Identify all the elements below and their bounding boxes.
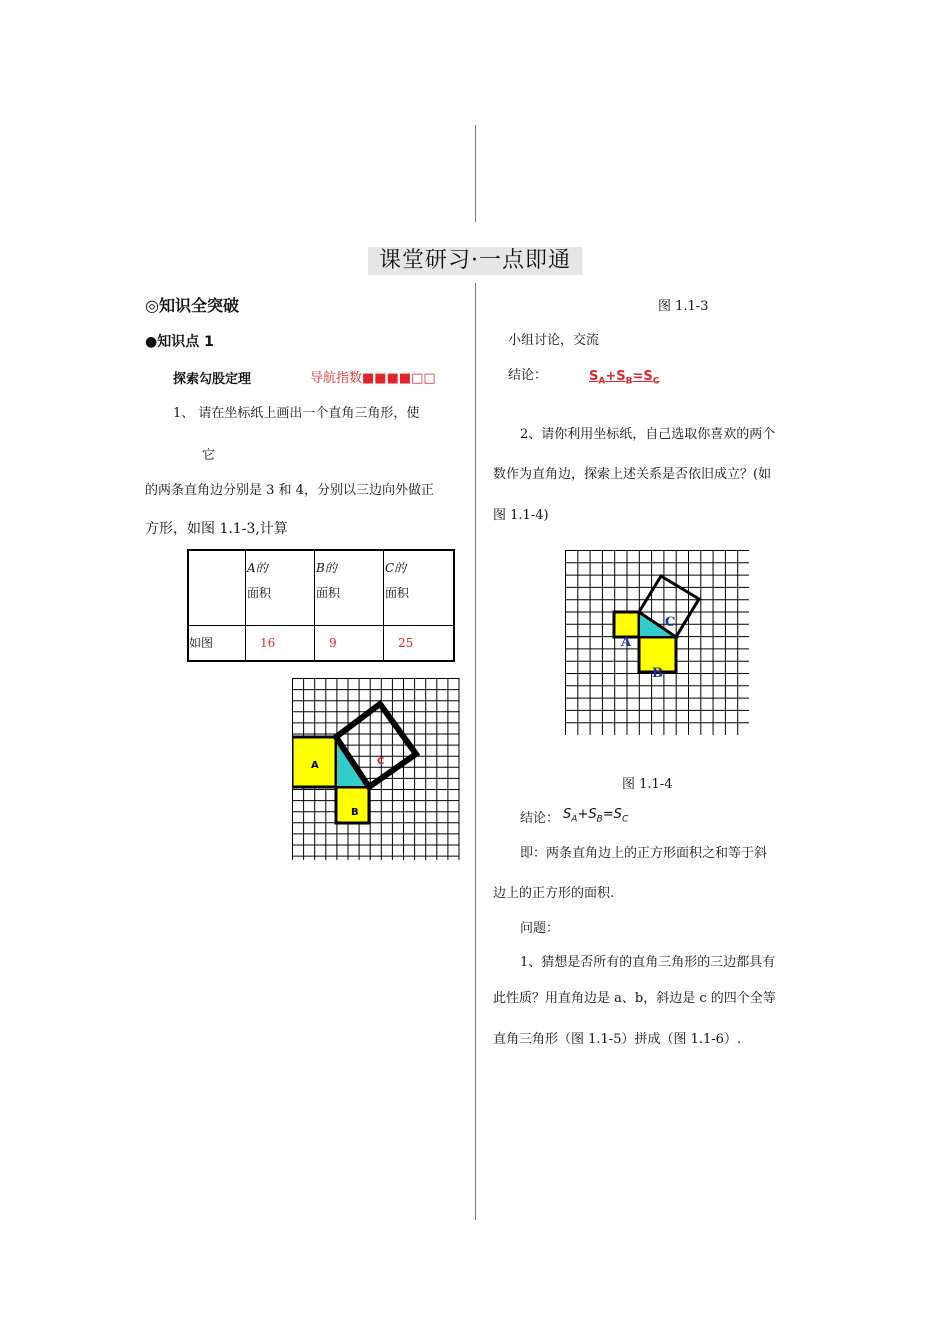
section-title: ◎知识全突破 (145, 296, 239, 315)
question-3-line-1: 1、猜想是否所有的直角三角形的三边都具有 (520, 955, 776, 970)
conclusion-label: 结论： (508, 368, 548, 383)
label-a: A (621, 635, 632, 650)
conclusion-2-formula: $S_A+S_B=S_C$ (563, 807, 629, 825)
label-a: A (311, 760, 319, 771)
question-1-line-4: 方形，如图 1.1-3,计算 (145, 521, 288, 537)
question-1-line-1: 1、 请在坐标纸上画出一个直角三角形，使 (173, 406, 420, 421)
section-banner: 课堂研习·一点即通 (368, 247, 582, 275)
area-table (187, 549, 455, 662)
figure-1-1-4-caption: 图 1.1-4 (622, 777, 673, 792)
question-2-line-1: 2、请你利用坐标纸，自己选取你喜欢的两个 (520, 427, 776, 442)
label-b: B (652, 666, 663, 681)
question-label: 问题： (520, 921, 560, 936)
label-b: B (351, 807, 359, 818)
question-3-line-3: 直角三角形（图 1.1-5）拼成（图 1.1-6）. (493, 1032, 742, 1047)
table-corner (188, 550, 246, 625)
table-value-c: 25 (384, 625, 455, 661)
conclusion-formula: $S_A+S_B=S_C$ (589, 369, 660, 387)
table-header-b: B的 面积 (315, 550, 384, 625)
column-divider (475, 283, 476, 1220)
nav-index-stars: ■■■■□□ (362, 371, 436, 386)
figure-1-1-4 (565, 550, 750, 736)
figure-1-1-3 (292, 678, 460, 861)
label-c: C (377, 756, 385, 767)
question-3-line-2: 此性质？用直角边是 a、b，斜边是 c 的四个全等 (493, 991, 776, 1006)
conclusion-2-label: 结论： (520, 811, 560, 826)
explanation-line-1: 即：两条直角边上的正方形面积之和等于斜 (520, 846, 768, 861)
topic-title: 探索勾股定理 (173, 372, 252, 387)
question-2-line-3: 图 1.1-4) (493, 508, 549, 523)
nav-index (310, 367, 436, 386)
table-header-a: A的 面积 (246, 550, 315, 625)
top-divider (475, 125, 476, 222)
table-value-a: 16 (246, 625, 315, 661)
square-a (614, 612, 639, 637)
table-row-label: 如图 (188, 625, 246, 661)
figure-1-1-3-caption: 图 1.1-3 (658, 299, 709, 314)
question-2-line-2: 数作为直角边，探索上述关系是否依旧成立？(如 (493, 467, 772, 482)
label-c: C (665, 615, 676, 630)
table-value-b: 9 (315, 625, 384, 661)
question-1-line-2: 它 (202, 448, 216, 463)
discussion-line: 小组讨论，交流 (508, 333, 600, 348)
explanation-line-2: 边上的正方形的面积. (493, 886, 615, 901)
question-1-line-3: 的两条直角边分别是 3 和 4，分别以三边向外做正 (145, 483, 434, 498)
knowledge-point-title: ●知识点 1 (145, 334, 214, 350)
nav-index-label: 导航指数 (310, 371, 363, 386)
table-header-c: C的 面积 (384, 550, 455, 625)
